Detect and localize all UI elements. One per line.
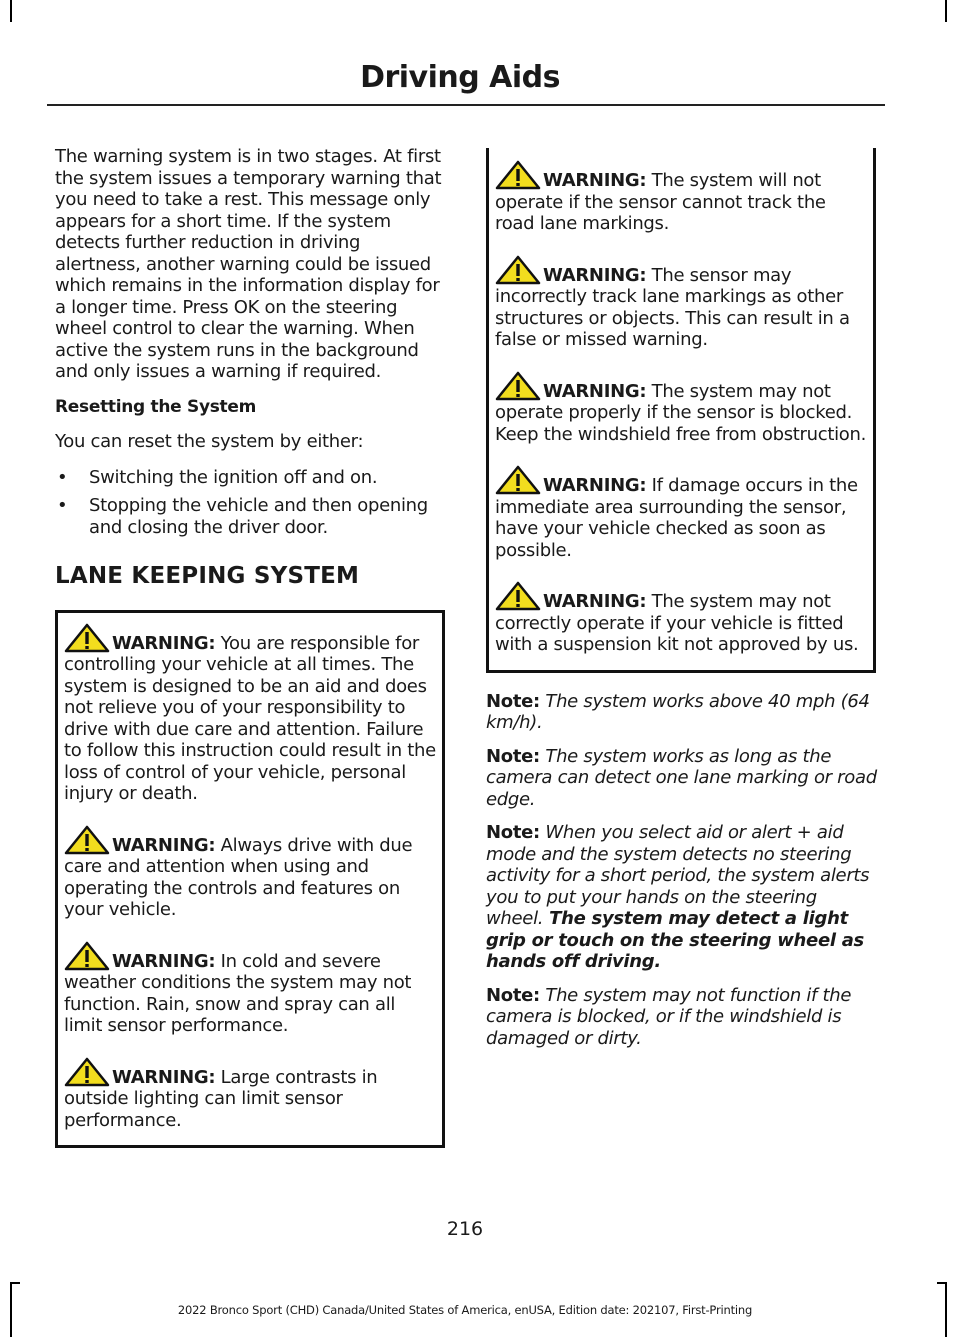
- warning-item: [64, 1057, 436, 1132]
- footer-text: 2022 Bronco Sport (CHD) Canada/United States of America, enUSA, Edition date: 202107, First-Printing: [177, 1303, 753, 1317]
- note-text: When you select aid or alert + aid mode and the system detects no steering activity for a short period, the system alerts you to put your hands on the steering wheel.: [486, 822, 870, 929]
- warning-box-continued: [486, 148, 876, 673]
- warning-triangle-icon: [495, 465, 541, 495]
- bullet-icon: •: [57, 495, 68, 516]
- warning-triangle-icon: [495, 160, 541, 190]
- reset-intro: You can reset the system by either:: [55, 431, 364, 452]
- warning-triangle-icon: [495, 255, 541, 285]
- warning-text: Large contrasts in outside lighting can limit sensor performance.: [64, 1066, 378, 1131]
- crop-mark: [937, 1282, 947, 1284]
- warning-text: The system may not correctly operate if your vehicle is fitted with a suspension kit not approved by us.: [495, 591, 859, 655]
- list-item-text: Stopping the vehicle and then opening and closing the driver door.: [89, 495, 428, 538]
- warning-item: [495, 581, 867, 656]
- note: [486, 691, 878, 734]
- warning-box: [55, 610, 445, 1149]
- warning-item: [495, 160, 867, 235]
- warning-item: [64, 623, 436, 805]
- warning-item: [64, 941, 436, 1037]
- warning-item: [495, 465, 867, 561]
- warning-item: [64, 825, 436, 921]
- bullet-icon: •: [57, 466, 68, 488]
- note-text: The system works above 40 mph (64 km/h).: [486, 690, 870, 733]
- warning-text: If damage occurs in the immediate area surrounding the sensor, have your vehicle checked as soon as possible.: [495, 475, 858, 561]
- right-column: [486, 148, 878, 1061]
- note-text: The system works as long as the camera can detect one lane marking or road edge.: [486, 745, 877, 810]
- warning-text: The system will not operate if the sensor cannot track the road lane markings.: [495, 170, 826, 234]
- warning-item: [495, 371, 867, 446]
- warning-label: WARNING:: [543, 591, 647, 612]
- list-item: [55, 467, 447, 489]
- page-number: 216: [446, 1218, 484, 1240]
- note-label: Note:: [486, 690, 540, 712]
- page-title: Driving Aids: [360, 60, 560, 95]
- header-divider: [47, 104, 885, 106]
- warning-label: WARNING:: [543, 475, 647, 496]
- warning-label: WARNING:: [543, 170, 647, 191]
- warning-text: The system may not operate properly if the sensor is blocked. Keep the windshield free from obstruction.: [495, 380, 867, 445]
- section-title: LANE KEEPING SYSTEM: [55, 563, 360, 589]
- warning-triangle-icon: [495, 371, 541, 401]
- note-text: The system may not function if the camera is blocked, or if the windshield is damaged or dirty.: [486, 984, 852, 1049]
- crop-mark: [945, 0, 947, 22]
- intro-paragraph: The warning system is in two stages. At first the system issues a temporary warning that you need to take a rest. This message only appears for a short time. If the system detects further reduction in driving alertness, another warning could be issued which remains in the information display for a longer time. Press OK on the steering wheel control to clear the warning. When active the system runs in the background and only issues a warning if required.: [55, 146, 442, 382]
- crop-mark: [945, 1282, 947, 1337]
- subheading-resetting: Resetting the System: [55, 396, 257, 417]
- warning-triangle-icon: [495, 581, 541, 611]
- warning-triangle-icon: [64, 825, 110, 855]
- warning-triangle-icon: [64, 623, 110, 653]
- warning-label: WARNING:: [112, 950, 216, 972]
- note: [486, 985, 878, 1050]
- note: [486, 746, 878, 811]
- warning-text: The sensor may incorrectly track lane markings as other structures or objects. This can result in a false or missed warning.: [495, 264, 850, 350]
- note: [486, 822, 878, 973]
- warning-label: WARNING:: [543, 380, 647, 402]
- crop-mark: [10, 0, 12, 22]
- warning-triangle-icon: [64, 941, 110, 971]
- warning-label: WARNING:: [112, 632, 216, 654]
- note-label: Note:: [486, 822, 540, 843]
- left-column: [55, 146, 447, 1148]
- warning-label: WARNING:: [112, 1066, 216, 1088]
- crop-mark: [10, 1282, 20, 1284]
- list-item-text: Switching the ignition off and on.: [89, 466, 378, 488]
- note-bold-text: The system may detect a light grip or touch on the steering wheel as hands off driving.: [486, 908, 864, 972]
- warning-label: WARNING:: [112, 834, 216, 856]
- warning-label: WARNING:: [543, 264, 647, 286]
- warning-text: Always drive with due care and attention when using and operating the controls and features on your vehicle.: [64, 834, 413, 920]
- note-label: Note:: [486, 745, 540, 767]
- warning-triangle-icon: [64, 1057, 110, 1087]
- warning-text: In cold and severe weather conditions the system may not function. Rain, snow and spray can all limit sensor performance.: [64, 950, 412, 1036]
- list-item: [55, 495, 447, 538]
- note-label: Note:: [486, 984, 540, 1006]
- warning-text: You are responsible for controlling your vehicle at all times. The system is designed to be an aid and does not relieve you of your responsibility to drive with due care and attention. Failure to follow this instruction could result in the loss of control of your vehicle, personal injury or death.: [64, 632, 436, 804]
- warning-item: [495, 255, 867, 351]
- reset-list: [55, 467, 447, 539]
